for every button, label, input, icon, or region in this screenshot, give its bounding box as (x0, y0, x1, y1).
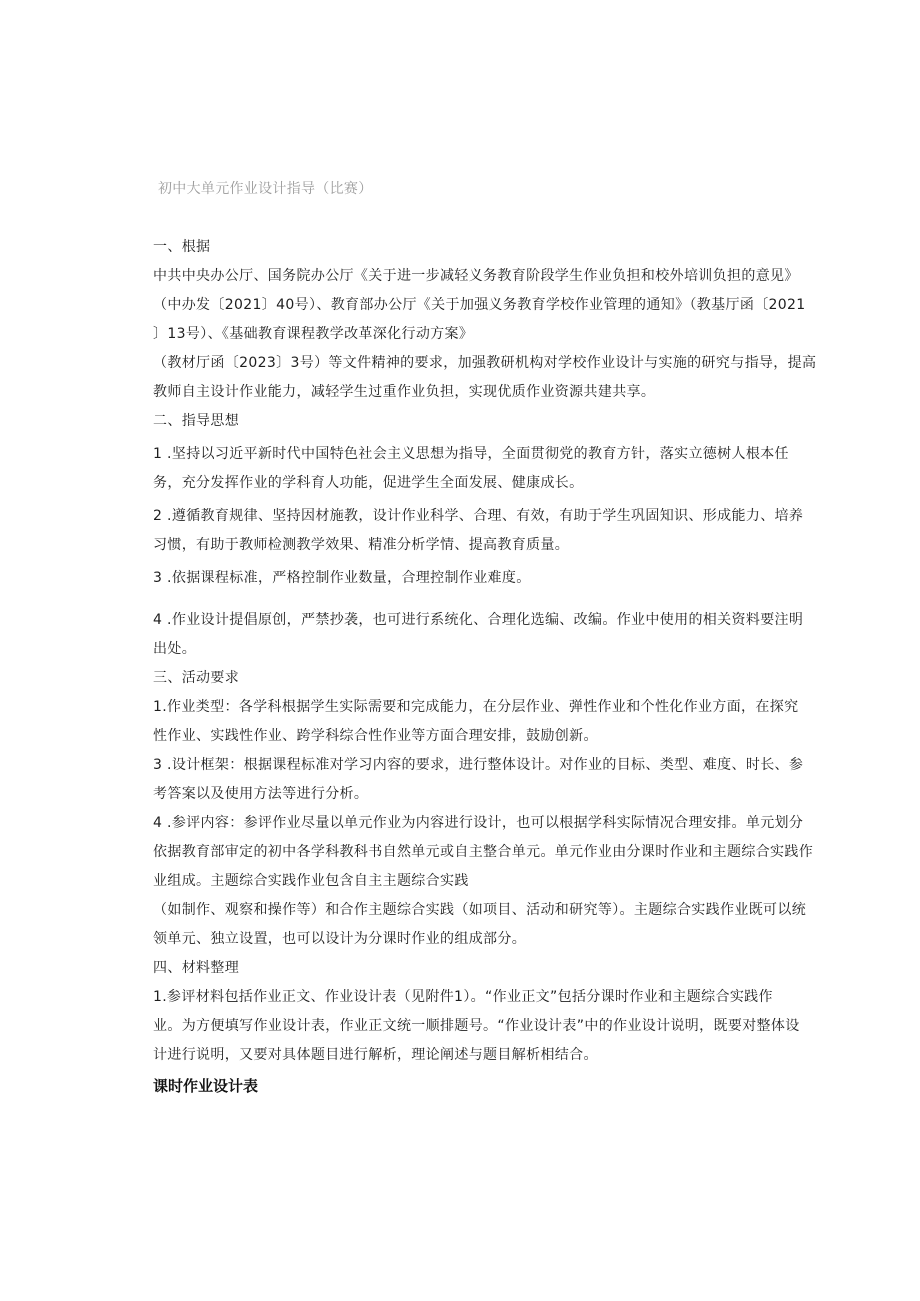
list-item-line: 依据教育部审定的初中各学科教科书自然单元或自主整合单元。单元作业由分课时作业和主题综合实践作 (153, 844, 814, 860)
section-heading-activity-requirements: 三、活动要求 (153, 670, 240, 686)
paragraph-line: 教师自主设计作业能力，减轻学生过重作业负担，实现优质作业资源共建共享。 (153, 384, 656, 400)
paragraph-line: （中办发〔2021〕40号）、教育部办公厅《关于加强义务教育学校作业管理的通知》（教基厅函〔2021 (153, 297, 806, 313)
paragraph-line: 中共中央办公厅、国务院办公厅《关于进一步减轻义务教育阶段学生作业负担和校外培训负担的意见》 (153, 268, 799, 284)
list-item-line: 考答案以及使用方法等进行分析。 (153, 786, 369, 802)
list-item-line: 3 .依据课程标准，严格控制作业数量，合理控制作业难度。 (153, 570, 531, 586)
list-item-line: 3 .设计框架：根据课程标准对学习内容的要求，进行整体设计。对作业的目标、类型、难度、时长、参 (153, 757, 804, 773)
list-item-line: 性作业、实践性作业、跨学科综合性作业等方面合理安排，鼓励创新。 (153, 728, 598, 744)
list-item-line: 1 .坚持以习近平新时代中国特色社会主义思想为指导，全面贯彻党的教育方针，落实立德树人根本任 (153, 446, 789, 462)
section-heading-materials: 四、材料整理 (153, 960, 240, 976)
list-item-line: 习惯，有助于教师检测教学效果、精准分析学情、提高教育质量。 (153, 537, 570, 553)
list-item-line: 4 .作业设计提倡原创，严禁抄袭，也可进行系统化、合理化选编、改编。作业中使用的相关资料要注明 (153, 612, 804, 628)
list-item-line: 4 .参评内容：参评作业尽量以单元作业为内容进行设计，也可以根据学科实际情况合理安排。单元划分 (153, 815, 804, 831)
paragraph-line: 〕13号）、《基础教育课程教学改革深化行动方案》 (153, 326, 474, 342)
list-item-line: 2 .遵循教育规律、坚持因材施教，设计作业科学、合理、有效，有助于学生巩固知识、形成能力、培养 (153, 508, 804, 524)
table-title: 课时作业设计表 (153, 1077, 259, 1095)
list-item-line: 1.参评材料包括作业正文、作业设计表（见附件1）。“作业正文”包括分课时作业和主题综合实践作 (153, 989, 773, 1005)
section-heading-guiding-ideas: 二、指导思想 (153, 413, 240, 429)
list-item-line: 出处。 (153, 641, 197, 657)
list-item-line: （如制作、观察和操作等）和合作主题综合实践（如项目、活动和研究等）。主题综合实践作业既可以统 (153, 902, 807, 918)
list-item-line: 务，充分发挥作业的学科育人功能，促进学生全面发展、健康成长。 (153, 475, 584, 491)
list-item-line: 业。为方便填写作业设计表，作业正文统一顺排题号。“作业设计表”中的作业设计说明，既要对整体设 (153, 1018, 800, 1034)
document-body (153, 233, 833, 1101)
section-heading-basis: 一、根据 (153, 239, 211, 255)
document-title: 初中大单元作业设计指导（比赛） (158, 181, 373, 197)
list-item-line: 业组成。主题综合实践作业包含自主主题综合实践 (153, 873, 469, 889)
paragraph-line: （教材厅函〔2023〕3号）等文件精神的要求，加强教研机构对学校作业设计与实施的研究与指导，提高 (153, 355, 817, 371)
list-item-line: 计进行说明，又要对具体题目进行解析，理论阐述与题目解析相结合。 (153, 1047, 598, 1063)
list-item-line: 1.作业类型：各学科根据学生实际需要和完成能力，在分层作业、弹性作业和个性化作业方面，在探究 (153, 699, 799, 715)
list-item-line: 领单元、独立设置，也可以设计为分课时作业的组成部分。 (153, 931, 527, 947)
